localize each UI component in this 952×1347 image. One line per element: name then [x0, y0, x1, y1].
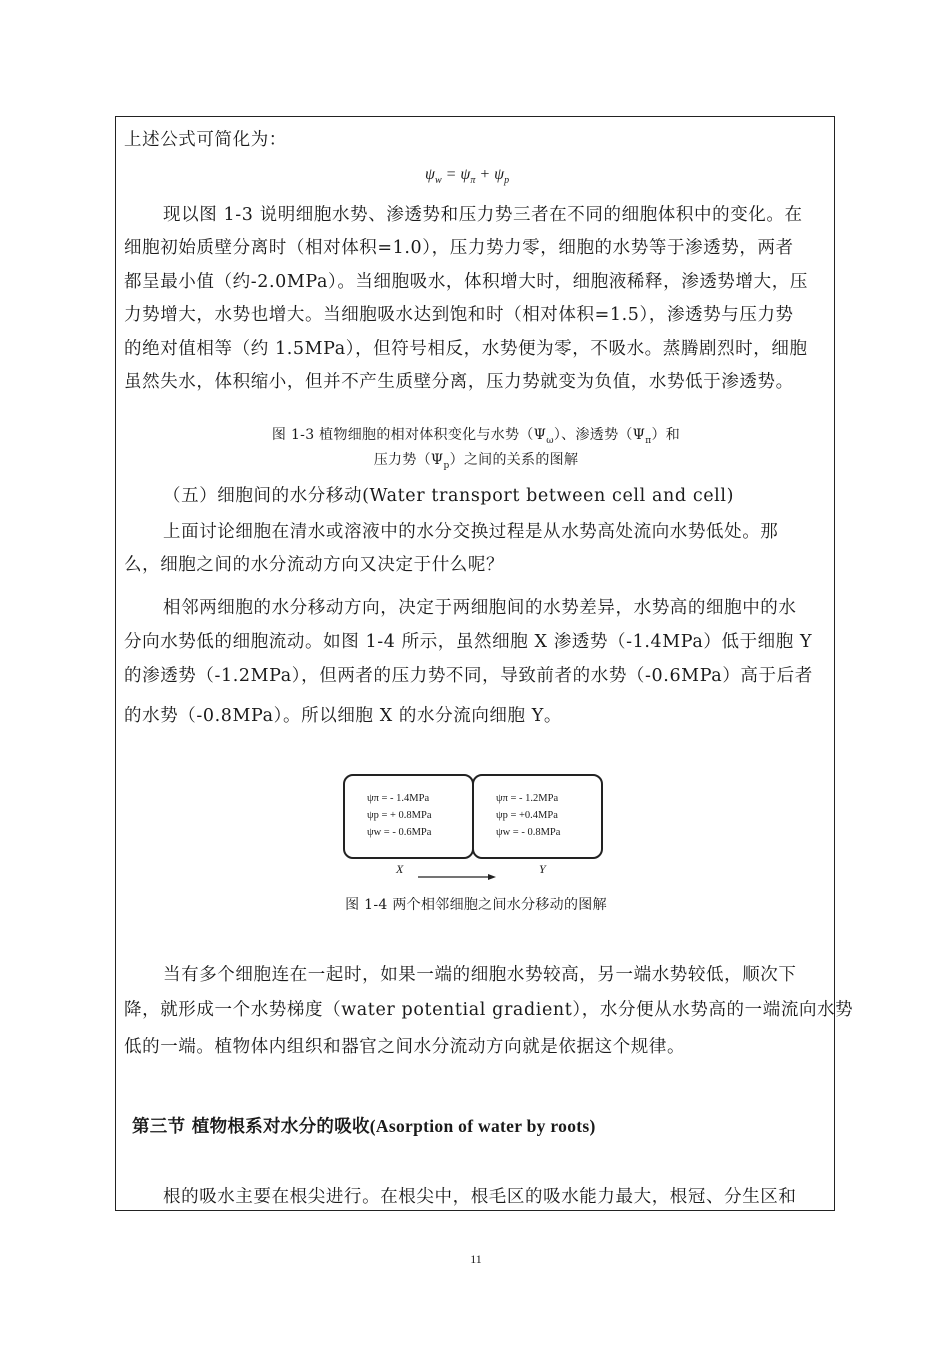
text-line: 么，细胞之间的水分流动方向又决定于什么呢？	[124, 555, 505, 575]
cell-y-box	[472, 774, 603, 859]
cell-y-pressure: ψp = +0.4MPa	[496, 810, 558, 821]
text-line: 当有多个细胞连在一起时，如果一端的细胞水势较高，另一端水势较低，顺次下	[163, 965, 797, 985]
cell-y-label: Y	[539, 862, 546, 876]
figure-1-3-caption: 图 1-3 植物细胞的相对体积变化与水势$(\Psi_\omega)$、渗透势$(\Psi_\pi)$和	[271, 427, 681, 446]
section-heading: 第三节 植物根系对水分的吸收(Asorption of water by roots)	[132, 1116, 596, 1137]
text-line: 的渗透势（-1.2MPa），但两者的压力势不同，导致前者的水势（-0.6MPa）高于后者	[124, 666, 813, 686]
text-line: 都呈最小值（约-2.0MPa）。当细胞吸水，体积增大时，细胞液稀释，渗透势增大，压	[124, 272, 808, 292]
cell-y-water: ψw = - 0.8MPa	[496, 827, 561, 838]
text-line: 上述公式可简化为：	[124, 130, 287, 150]
text-line: 虽然失水，体积缩小，但并不产生质壁分离，压力势就变为负值，水势低于渗透势。	[124, 372, 794, 392]
text-line: 上面讨论细胞在清水或溶液中的水分交换过程是从水势高处流向水势低处。那	[163, 522, 779, 542]
text-line: 降，就形成一个水势梯度（water potential gradient），水分便从水势高的一端流向水势	[124, 1000, 854, 1020]
formula: $\psi_w = \psi_\pi + \psi_p$	[425, 166, 510, 187]
text-line: 相邻两细胞的水分移动方向，决定于两细胞间的水势差异，水势高的细胞中的水	[163, 598, 797, 618]
page-number: 11	[470, 1252, 482, 1266]
text-line: 的绝对值相等（约 1.5MPa），但符号相反，水势便为零，不吸水。蒸腾剧烈时，细胞	[124, 339, 808, 359]
cell-x-label: X	[396, 862, 404, 876]
text-line: 现以图 1-3 说明细胞水势、渗透势和压力势三者在不同的细胞体积中的变化。在	[163, 205, 803, 225]
subsection-title: （五）细胞间的水分移动(Water transport between cell and cell)	[163, 486, 735, 506]
cell-x-pressure: ψp = + 0.8MPa	[367, 810, 432, 821]
figure-1-4-caption: 图 1-4 两个相邻细胞之间水分移动的图解	[345, 897, 607, 913]
cell-x-osmotic: ψπ = - 1.4MPa	[367, 793, 430, 804]
figure-1-3-caption-line2: 压力势$(\Psi_p)$之间的关系的图解	[373, 452, 579, 471]
flow-arrow-icon	[416, 872, 496, 882]
cell-x-water: ψw = - 0.6MPa	[367, 827, 432, 838]
text-line: 力势增大，水势也增大。当细胞吸水达到饱和时（相对体积=1.5），渗透势与压力势	[124, 305, 794, 325]
cell-y-osmotic: ψπ = - 1.2MPa	[496, 793, 559, 804]
text-line: 的水势（-0.8MPa）。所以细胞 X 的水分流向细胞 Y。	[124, 706, 563, 726]
text-line: 细胞初始质壁分离时（相对体积=1.0），压力势力零，细胞的水势等于渗透势，两者	[124, 238, 794, 258]
text-line: 低的一端。植物体内组织和器官之间水分流动方向就是依据这个规律。	[124, 1037, 686, 1057]
text-line: 分向水势低的细胞流动。如图 1-4 所示，虽然细胞 X 渗透势（-1.4MPa）低于细胞 Y	[124, 632, 813, 652]
cell-x-box	[343, 774, 474, 859]
text-line: 根的吸水主要在根尖进行。在根尖中，根毛区的吸水能力最大，根冠、分生区和	[163, 1187, 797, 1207]
